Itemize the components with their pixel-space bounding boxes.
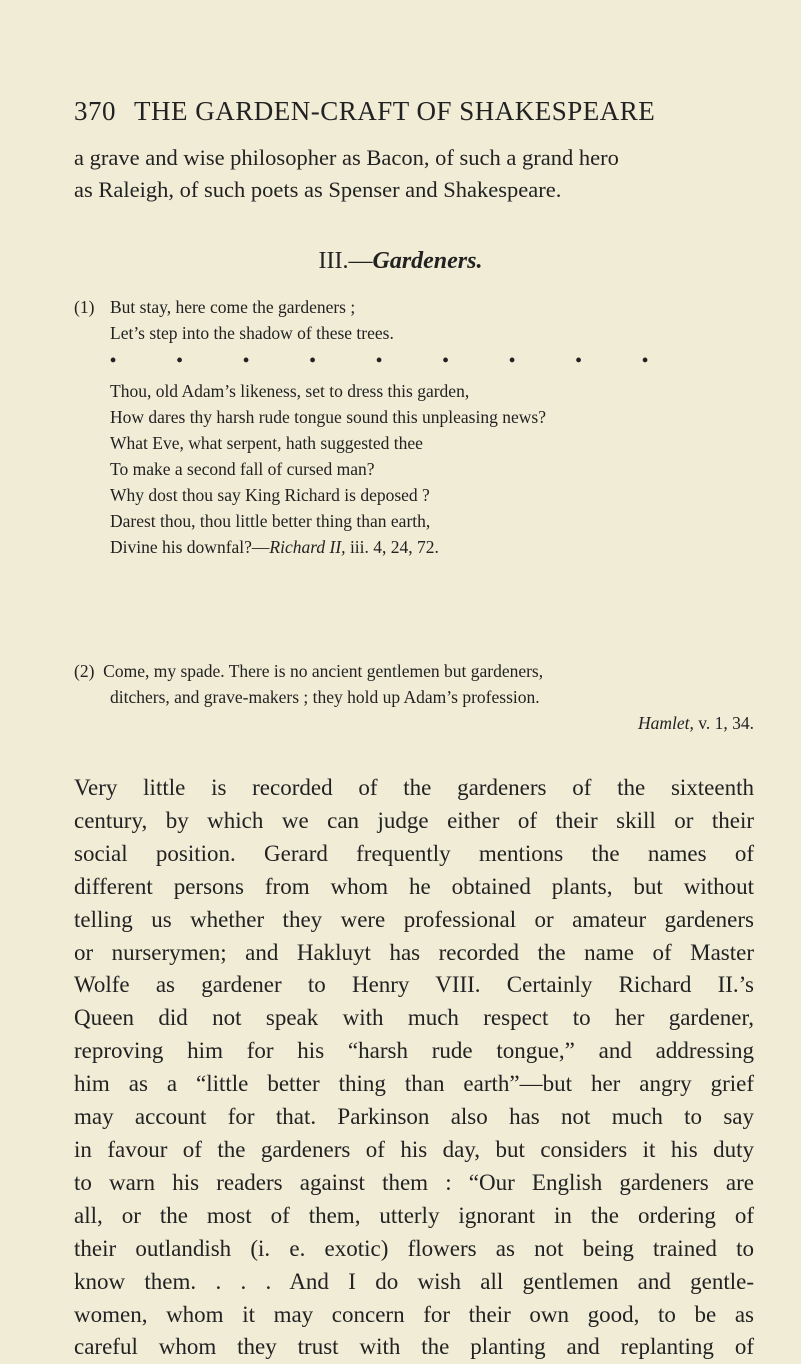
- body-line: or nurserymen; and Hakluyt has recorded the name of Master: [74, 939, 754, 965]
- verse-line: To make a second fall of cursed man?: [110, 459, 375, 479]
- section-heading: [0, 248, 801, 275]
- page-number: 370: [74, 96, 116, 126]
- verse-line: What Eve, what serpent, hath suggested thee: [110, 433, 423, 453]
- section-numeral: III.—: [318, 248, 373, 274]
- citation-ref: iii. 4, 24, 72.: [345, 537, 439, 557]
- section-title: Gardeners.: [372, 248, 483, 274]
- body-line: different persons from whom he obtained plants, but without: [74, 873, 754, 899]
- body-line: their outlandish (i. e. exotic) flowers as not being trained to: [74, 1235, 754, 1261]
- verse-line-with-citation: [110, 534, 754, 560]
- body-line: know them. . . . And I do wish all gentlemen and gentle-: [74, 1268, 754, 1294]
- intro-line: a grave and wise philosopher as Bacon, of such a grand hero: [74, 145, 619, 170]
- verse-line: Thou, old Adam’s likeness, set to dress this garden,: [110, 381, 470, 401]
- verse-line: Darest thou, thou little better thing than earth,: [110, 511, 431, 531]
- body-line: social position. Gerard frequently mentions the names of: [74, 840, 754, 866]
- body-line: in favour of the gardeners of his day, but considers it his duty: [74, 1136, 754, 1162]
- verse-line: Why dost thou say King Richard is deposed ?: [110, 485, 430, 505]
- citation: [74, 710, 754, 736]
- quote-number: (1): [74, 297, 95, 317]
- body-line: telling us whether they were professional or amateur gardeners: [74, 906, 754, 932]
- body-line: reproving him for his “harsh rude tongue,” and addressing: [74, 1038, 754, 1064]
- body-line: women, whom it may concern for their own good, to be as: [74, 1301, 754, 1327]
- verse-line: How dares thy harsh rude tongue sound this unpleasing news?: [110, 407, 546, 427]
- body-line: century, by which we can judge either of their skill or their: [74, 807, 754, 833]
- body-line: Wolfe as gardener to Henry VIII. Certainly Richard II.’s: [74, 972, 754, 998]
- quote-1: [74, 294, 754, 560]
- quote-2: [74, 658, 754, 736]
- intro-paragraph: [74, 142, 754, 206]
- citation-title: Richard II,: [269, 537, 346, 557]
- verse-line: But stay, here come the gardeners ;: [110, 297, 356, 317]
- verse-line: Let’s step into the shadow of these trees.: [110, 323, 394, 343]
- body-line: may account for that. Parkinson also has not much to say: [74, 1104, 754, 1130]
- body-paragraph: [74, 772, 754, 1364]
- body-line: Very little is recorded of the gardeners of the sixteenth: [74, 775, 754, 800]
- citation-ref: v. 1, 34.: [693, 713, 754, 733]
- prose-quote: [74, 658, 754, 710]
- running-title: THE GARDEN-CRAFT OF SHAKESPEARE: [134, 96, 656, 126]
- body-line: Queen did not speak with much respect to her gardener,: [74, 1005, 754, 1031]
- body-line: to warn his readers against them : “Our English gardeners are: [74, 1169, 754, 1195]
- ellipsis-dots: • • • • • • • • •: [110, 350, 677, 370]
- running-header: [74, 96, 714, 127]
- prose-line: ditchers, and grave-makers ; they hold up Adam’s profession.: [110, 687, 540, 707]
- quote-number: (2): [74, 661, 95, 681]
- body-line: him as a “little better thing than earth”—but her angry grief: [74, 1071, 754, 1097]
- body-line: all, or the most of them, utterly ignorant in the ordering of: [74, 1202, 754, 1228]
- prose-line: Come, my spade. There is no ancient gentlemen but gardeners,: [103, 661, 544, 681]
- verse-text: Divine his downfal?—: [110, 537, 270, 557]
- body-line: careful whom they trust with the planting and replanting of: [74, 1334, 754, 1360]
- intro-line: as Raleigh, of such poets as Spenser and Shakespeare.: [74, 177, 562, 202]
- citation-title: Hamlet,: [637, 713, 694, 733]
